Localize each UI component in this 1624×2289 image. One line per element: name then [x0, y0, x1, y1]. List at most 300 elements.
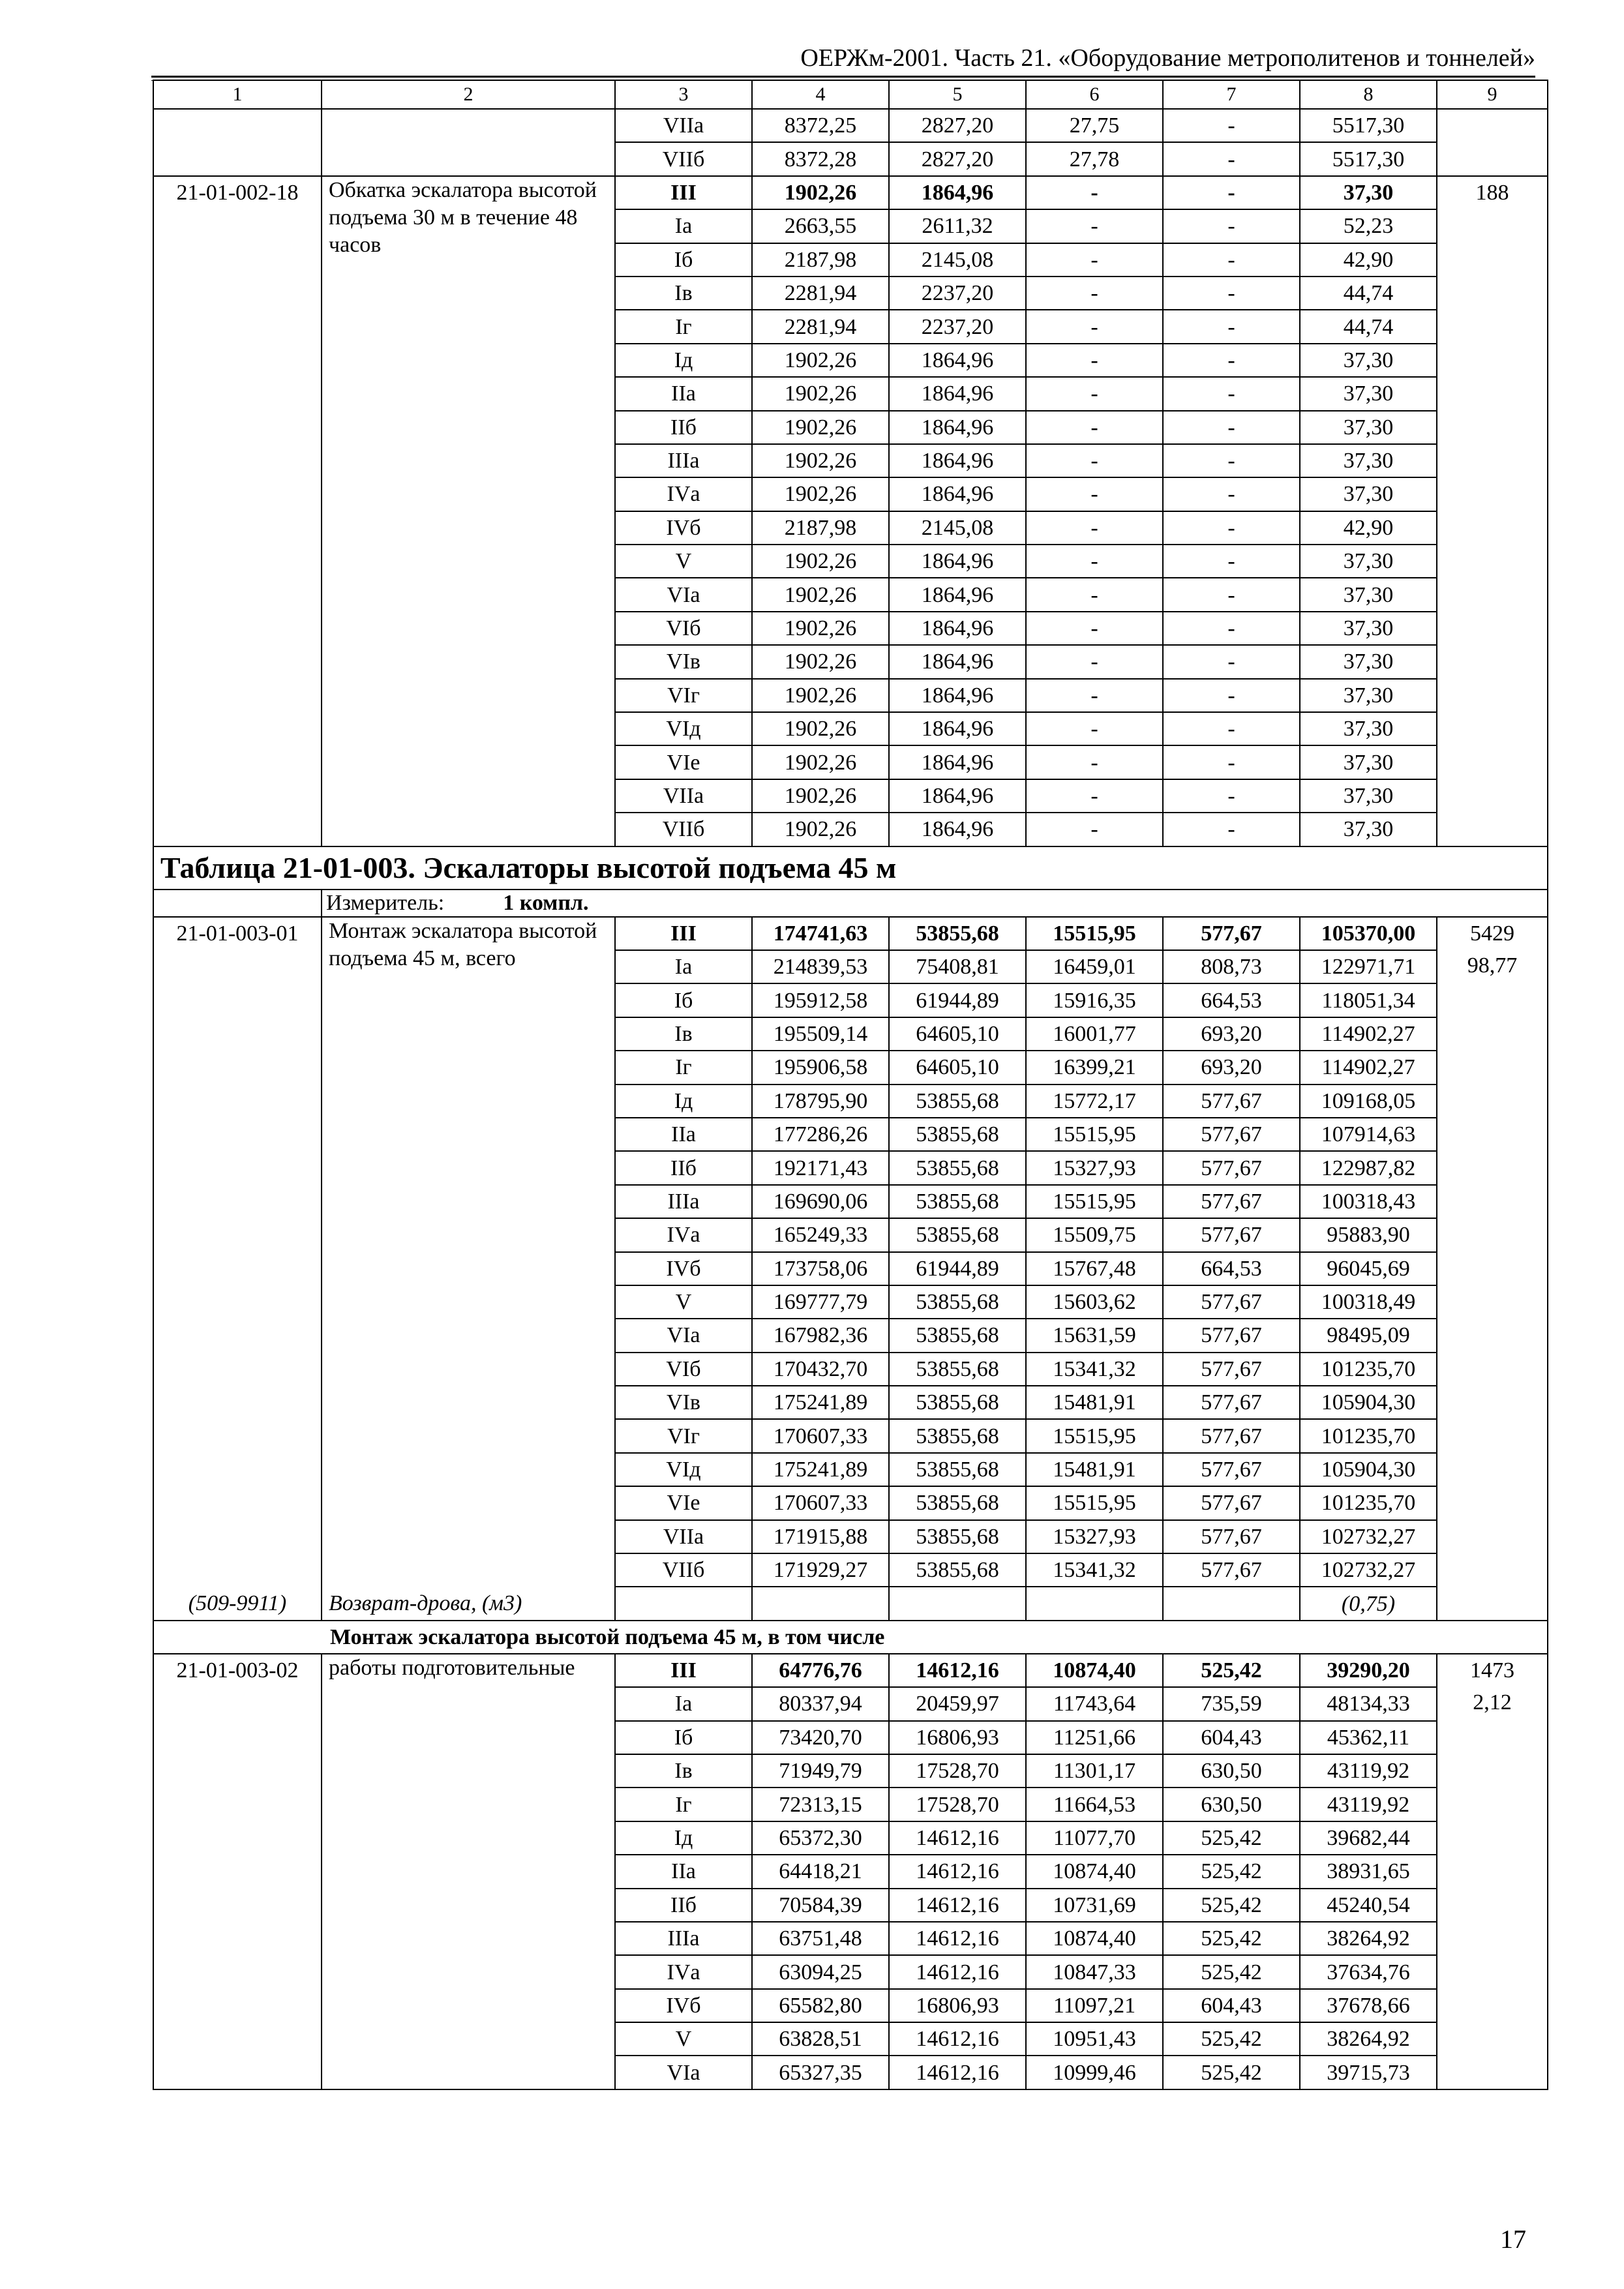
labor-cost-cell: 2827,20: [889, 142, 1026, 175]
machine-cost-cell: -: [1026, 779, 1163, 813]
labor-cost-cell: 53855,68: [889, 1085, 1026, 1118]
region-code-cell: Iб: [615, 1721, 752, 1754]
material-cost-cell: 38931,65: [1300, 1855, 1437, 1888]
column-number: 3: [615, 80, 752, 109]
direct-cost-cell: 73420,70: [752, 1721, 889, 1754]
labor-cost-cell: 53855,68: [889, 1185, 1026, 1218]
labor-cost-cell: 14612,16: [889, 1922, 1026, 1955]
direct-cost-cell: 8372,28: [752, 142, 889, 175]
operator-wage-cell: -: [1163, 411, 1300, 444]
table-row: [153, 1654, 1548, 1687]
unit-label: Измеритель:: [326, 890, 445, 915]
labor-hours-cell: 188: [1437, 176, 1548, 846]
material-cost-cell: 98495,09: [1300, 1319, 1437, 1352]
machine-cost-cell: 10874,40: [1026, 1654, 1163, 1687]
labor-cost-cell: 64605,10: [889, 1017, 1026, 1051]
machine-cost-cell: 11664,53: [1026, 1788, 1163, 1821]
region-code-cell: Iг: [615, 310, 752, 343]
machine-cost-cell: 10874,40: [1026, 1855, 1163, 1888]
operator-wage-cell: 693,20: [1163, 1017, 1300, 1051]
direct-cost-cell: 64776,76: [752, 1654, 889, 1687]
machine-cost-cell: 10731,69: [1026, 1889, 1163, 1922]
direct-cost-cell: 167982,36: [752, 1319, 889, 1352]
material-cost-cell: 102732,27: [1300, 1553, 1437, 1587]
labor-cost-cell: 53855,68: [889, 1419, 1026, 1452]
direct-cost-cell: 175241,89: [752, 1453, 889, 1486]
rate-code: 21-01-003-02: [153, 1654, 322, 2089]
operator-wage-cell: -: [1163, 545, 1300, 578]
direct-cost-cell: 2187,98: [752, 511, 889, 545]
direct-cost-cell: 165249,33: [752, 1218, 889, 1251]
machine-cost-cell: -: [1026, 477, 1163, 511]
material-cost-cell: 105904,30: [1300, 1453, 1437, 1486]
machine-cost-cell: 16399,21: [1026, 1051, 1163, 1084]
direct-cost-cell: 1902,26: [752, 344, 889, 377]
operator-wage-cell: 735,59: [1163, 1687, 1300, 1720]
operator-wage-cell: 577,67: [1163, 1353, 1300, 1386]
region-code-cell: V: [615, 545, 752, 578]
labor-cost-cell: 14612,16: [889, 1955, 1026, 1988]
region-code-cell: Iб: [615, 243, 752, 277]
operator-wage-cell: 525,42: [1163, 2022, 1300, 2056]
machine-cost-cell: -: [1026, 209, 1163, 243]
operator-wage-cell: -: [1163, 377, 1300, 410]
labor-cost-cell: 2145,08: [889, 511, 1026, 545]
region-code-cell: VIа: [615, 1319, 752, 1352]
labor-hours: 5429: [1470, 921, 1514, 946]
labor-cost-cell: 2145,08: [889, 243, 1026, 277]
operator-wage-cell: -: [1163, 142, 1300, 175]
labor-cost-cell: 1864,96: [889, 411, 1026, 444]
machine-cost-cell: -: [1026, 444, 1163, 477]
direct-cost-cell: 1902,26: [752, 545, 889, 578]
region-code-cell: Iв: [615, 1754, 752, 1788]
direct-cost-cell: 65582,80: [752, 1989, 889, 2022]
machine-cost-cell: -: [1026, 612, 1163, 645]
material-cost-cell: 39715,73: [1300, 2056, 1437, 2089]
material-cost-cell: 37,30: [1300, 377, 1437, 410]
labor-cost-cell: 1864,96: [889, 444, 1026, 477]
machine-cost-cell: 11743,64: [1026, 1687, 1163, 1720]
material-cost-cell: 43119,92: [1300, 1754, 1437, 1788]
labor-coefficient: 2,12: [1473, 1690, 1512, 1714]
machine-cost-cell: 10951,43: [1026, 2022, 1163, 2056]
material-cost-cell: 44,74: [1300, 277, 1437, 310]
machine-cost-cell: -: [1026, 310, 1163, 343]
material-cost-cell: 44,74: [1300, 310, 1437, 343]
machine-cost-cell: 10999,46: [1026, 2056, 1163, 2089]
labor-cost-cell: 53855,68: [889, 1486, 1026, 1519]
operator-wage-cell: 577,67: [1163, 1486, 1300, 1519]
region-code-cell: V: [615, 1285, 752, 1319]
labor-cost-cell: 1864,96: [889, 712, 1026, 745]
labor-cost-cell: 53855,68: [889, 1386, 1026, 1419]
region-code-cell: VIв: [615, 1386, 752, 1419]
machine-cost-cell: 15327,93: [1026, 1151, 1163, 1184]
table-title: Таблица 21-01-003. Эскалаторы высотой подъема 45 м: [153, 846, 1548, 890]
material-cost-cell: 37,30: [1300, 545, 1437, 578]
column-number: 1: [153, 80, 322, 109]
labor-cost-cell: 14612,16: [889, 2022, 1026, 2056]
machine-cost-cell: -: [1026, 344, 1163, 377]
region-code-cell: Iа: [615, 209, 752, 243]
operator-wage-cell: 604,43: [1163, 1989, 1300, 2022]
labor-cost-cell: 17528,70: [889, 1788, 1026, 1821]
material-cost-cell: 45362,11: [1300, 1721, 1437, 1754]
machine-cost-cell: -: [1026, 712, 1163, 745]
labor-cost-cell: 14612,16: [889, 1654, 1026, 1687]
labor-cost-cell: 64605,10: [889, 1051, 1026, 1084]
direct-cost-cell: 171929,27: [752, 1553, 889, 1587]
labor-cost-cell: 2237,20: [889, 310, 1026, 343]
region-code-cell: VIIа: [615, 1520, 752, 1553]
return-value: (0,75): [1300, 1587, 1437, 1620]
labor-cost-cell: 1864,96: [889, 477, 1026, 511]
labor-cost-cell: 53855,68: [889, 1151, 1026, 1184]
labor-cost-cell: 16806,93: [889, 1989, 1026, 2022]
region-code-cell: VIIа: [615, 109, 752, 142]
operator-wage-cell: -: [1163, 310, 1300, 343]
labor-cost-cell: 61944,89: [889, 1252, 1026, 1285]
operator-wage-cell: 664,53: [1163, 983, 1300, 1017]
labor-cost-cell: 14612,16: [889, 1855, 1026, 1888]
labor-cost-cell: 14612,16: [889, 1821, 1026, 1855]
region-code-cell: VIг: [615, 1419, 752, 1452]
column-number: 6: [1026, 80, 1163, 109]
operator-wage-cell: 808,73: [1163, 950, 1300, 983]
operator-wage-cell: 525,42: [1163, 2056, 1300, 2089]
direct-cost-cell: 1902,26: [752, 176, 889, 209]
machine-cost-cell: 11097,21: [1026, 1989, 1163, 2022]
region-code-cell: VIIа: [615, 779, 752, 813]
direct-cost-cell: 65327,35: [752, 2056, 889, 2089]
operator-wage-cell: 577,67: [1163, 1520, 1300, 1553]
region-code-cell: Iд: [615, 1821, 752, 1855]
operator-wage-cell: -: [1163, 209, 1300, 243]
code-cell: [153, 109, 322, 176]
region-code-cell: VIг: [615, 679, 752, 712]
region-code-cell: VIIб: [615, 813, 752, 846]
machine-cost-cell: 15341,32: [1026, 1353, 1163, 1386]
direct-cost-cell: 195912,58: [752, 983, 889, 1017]
direct-cost-cell: 72313,15: [752, 1788, 889, 1821]
region-code-cell: VIд: [615, 1453, 752, 1486]
direct-cost-cell: 2281,94: [752, 277, 889, 310]
unit-spacer: [153, 890, 322, 917]
machine-cost-cell: 15341,32: [1026, 1553, 1163, 1587]
material-cost-cell: 37,30: [1300, 444, 1437, 477]
operator-wage-cell: 525,42: [1163, 1922, 1300, 1955]
labor-cost-cell: 53855,68: [889, 1218, 1026, 1251]
region-code-cell: VIа: [615, 578, 752, 611]
direct-cost-cell: 171915,88: [752, 1520, 889, 1553]
region-code-cell: III: [615, 1654, 752, 1687]
operator-wage-cell: -: [1163, 176, 1300, 209]
direct-cost-cell: 192171,43: [752, 1151, 889, 1184]
page-header: ОЕРЖм-2001. Часть 21. «Оборудование метрополитенов и тоннелей»: [151, 40, 1535, 78]
labor-cost-cell: 1864,96: [889, 377, 1026, 410]
material-cost-cell: 37,30: [1300, 344, 1437, 377]
section-label: Монтаж эскалатора высотой подъема 45 м, в том числе: [153, 1621, 1548, 1654]
region-code-cell: Iг: [615, 1051, 752, 1084]
labor-cost-cell: 14612,16: [889, 1889, 1026, 1922]
direct-cost-cell: 8372,25: [752, 109, 889, 142]
region-code-cell: Iв: [615, 277, 752, 310]
empty-cell: [615, 1587, 752, 1620]
labor-cost-cell: 75408,81: [889, 950, 1026, 983]
empty-cell: [752, 1587, 889, 1620]
machine-cost-cell: -: [1026, 745, 1163, 779]
machine-cost-cell: -: [1026, 243, 1163, 277]
operator-wage-cell: -: [1163, 645, 1300, 678]
operator-wage-cell: -: [1163, 813, 1300, 846]
machine-cost-cell: -: [1026, 578, 1163, 611]
labor-cost-cell: 1864,96: [889, 612, 1026, 645]
direct-cost-cell: 170607,33: [752, 1419, 889, 1452]
machine-cost-cell: 10847,33: [1026, 1955, 1163, 1988]
direct-cost-cell: 63751,48: [752, 1922, 889, 1955]
unit-value: 1 компл.: [503, 890, 589, 915]
column-number: 7: [1163, 80, 1300, 109]
operator-wage-cell: 525,42: [1163, 1889, 1300, 1922]
column-number: 9: [1437, 80, 1548, 109]
return-row: [153, 1587, 1548, 1620]
column-number: 8: [1300, 80, 1437, 109]
material-cost-cell: 109168,05: [1300, 1085, 1437, 1118]
material-cost-cell: 122987,82: [1300, 1151, 1437, 1184]
material-cost-cell: 39682,44: [1300, 1821, 1437, 1855]
machine-cost-cell: 11301,17: [1026, 1754, 1163, 1788]
direct-cost-cell: 1902,26: [752, 712, 889, 745]
table-row: [153, 917, 1548, 950]
direct-cost-cell: 195509,14: [752, 1017, 889, 1051]
machine-cost-cell: 15515,95: [1026, 917, 1163, 950]
operator-wage-cell: 577,67: [1163, 1419, 1300, 1452]
unit-row: [153, 890, 1548, 917]
labor-cost-cell: 1864,96: [889, 645, 1026, 678]
material-cost-cell: 101235,70: [1300, 1486, 1437, 1519]
material-cost-cell: 101235,70: [1300, 1419, 1437, 1452]
labor-cost-cell: 14612,16: [889, 2056, 1026, 2089]
material-cost-cell: 45240,54: [1300, 1889, 1437, 1922]
rate-description: работы подготовительные: [322, 1654, 615, 2089]
region-code-cell: IIб: [615, 1889, 752, 1922]
labor-cost-cell: 53855,68: [889, 1285, 1026, 1319]
operator-wage-cell: -: [1163, 679, 1300, 712]
material-cost-cell: 122971,71: [1300, 950, 1437, 983]
material-cost-cell: 43119,92: [1300, 1788, 1437, 1821]
machine-cost-cell: 27,75: [1026, 109, 1163, 142]
material-cost-cell: 100318,49: [1300, 1285, 1437, 1319]
labor-hours: 1473: [1470, 1658, 1514, 1683]
labor-cost-cell: 1864,96: [889, 779, 1026, 813]
region-code-cell: IIIа: [615, 444, 752, 477]
material-cost-cell: 48134,33: [1300, 1687, 1437, 1720]
page-number: 17: [1500, 2224, 1526, 2254]
region-code-cell: III: [615, 176, 752, 209]
region-code-cell: IIа: [615, 1855, 752, 1888]
operator-wage-cell: -: [1163, 243, 1300, 277]
material-cost-cell: 37,30: [1300, 645, 1437, 678]
machine-cost-cell: 15509,75: [1026, 1218, 1163, 1251]
labor-cost-cell: 61944,89: [889, 983, 1026, 1017]
labor-cost-cell: 1864,96: [889, 545, 1026, 578]
machine-cost-cell: 15515,95: [1026, 1118, 1163, 1151]
labor-hours-cell: [1437, 1654, 1548, 2089]
labor-cost-cell: 53855,68: [889, 917, 1026, 950]
labor-cost-cell: 53855,68: [889, 1353, 1026, 1386]
region-code-cell: Iб: [615, 983, 752, 1017]
direct-cost-cell: 170432,70: [752, 1353, 889, 1386]
desc-cell: [322, 109, 615, 176]
material-cost-cell: 37,30: [1300, 612, 1437, 645]
material-cost-cell: 5517,30: [1300, 142, 1437, 175]
region-code-cell: Iа: [615, 950, 752, 983]
column-number: 5: [889, 80, 1026, 109]
machine-cost-cell: -: [1026, 377, 1163, 410]
col9-cell: [1437, 1587, 1548, 1620]
region-code-cell: VIа: [615, 2056, 752, 2089]
estimate-table: [153, 80, 1548, 2090]
direct-cost-cell: 174741,63: [752, 917, 889, 950]
material-cost-cell: 96045,69: [1300, 1252, 1437, 1285]
section-row: [153, 1621, 1548, 1654]
material-cost-cell: 37,30: [1300, 679, 1437, 712]
col9-cell: [1437, 109, 1548, 176]
material-cost-cell: 37,30: [1300, 578, 1437, 611]
material-cost-cell: 42,90: [1300, 511, 1437, 545]
operator-wage-cell: 577,67: [1163, 1118, 1300, 1151]
direct-cost-cell: 169777,79: [752, 1285, 889, 1319]
direct-cost-cell: 1902,26: [752, 745, 889, 779]
material-cost-cell: 114902,27: [1300, 1017, 1437, 1051]
direct-cost-cell: 80337,94: [752, 1687, 889, 1720]
material-cost-cell: 38264,92: [1300, 1922, 1437, 1955]
labor-cost-cell: 1864,96: [889, 679, 1026, 712]
machine-cost-cell: -: [1026, 277, 1163, 310]
direct-cost-cell: 175241,89: [752, 1386, 889, 1419]
operator-wage-cell: 604,43: [1163, 1721, 1300, 1754]
material-cost-cell: 39290,20: [1300, 1654, 1437, 1687]
operator-wage-cell: 630,50: [1163, 1754, 1300, 1788]
labor-hours-cell: [1437, 917, 1548, 1587]
direct-cost-cell: 2187,98: [752, 243, 889, 277]
machine-cost-cell: -: [1026, 511, 1163, 545]
direct-cost-cell: 177286,26: [752, 1118, 889, 1151]
direct-cost-cell: 1902,26: [752, 779, 889, 813]
direct-cost-cell: 2281,94: [752, 310, 889, 343]
material-cost-cell: 100318,43: [1300, 1185, 1437, 1218]
direct-cost-cell: 1902,26: [752, 612, 889, 645]
material-cost-cell: 102732,27: [1300, 1520, 1437, 1553]
region-code-cell: IVа: [615, 477, 752, 511]
direct-cost-cell: 1902,26: [752, 444, 889, 477]
region-code-cell: Iа: [615, 1687, 752, 1720]
column-number: 4: [752, 80, 889, 109]
region-code-cell: Iд: [615, 1085, 752, 1118]
material-cost-cell: 52,23: [1300, 209, 1437, 243]
region-code-cell: IIа: [615, 1118, 752, 1151]
operator-wage-cell: -: [1163, 444, 1300, 477]
column-number-row: [153, 80, 1548, 109]
rate-code: 21-01-003-01: [153, 917, 322, 1587]
operator-wage-cell: -: [1163, 712, 1300, 745]
return-code: (509-9911): [153, 1587, 322, 1620]
machine-cost-cell: 15515,95: [1026, 1486, 1163, 1519]
labor-coefficient: 98,77: [1467, 953, 1518, 978]
region-code-cell: IIIа: [615, 1922, 752, 1955]
operator-wage-cell: -: [1163, 477, 1300, 511]
direct-cost-cell: 173758,06: [752, 1252, 889, 1285]
machine-cost-cell: -: [1026, 411, 1163, 444]
machine-cost-cell: -: [1026, 176, 1163, 209]
operator-wage-cell: 577,67: [1163, 1553, 1300, 1587]
region-code-cell: IVа: [615, 1218, 752, 1251]
region-code-cell: VIIб: [615, 1553, 752, 1587]
operator-wage-cell: 525,42: [1163, 1654, 1300, 1687]
machine-cost-cell: 15767,48: [1026, 1252, 1163, 1285]
direct-cost-cell: 1902,26: [752, 477, 889, 511]
machine-cost-cell: -: [1026, 813, 1163, 846]
machine-cost-cell: -: [1026, 679, 1163, 712]
labor-cost-cell: 16806,93: [889, 1721, 1026, 1754]
direct-cost-cell: 1902,26: [752, 645, 889, 678]
region-code-cell: VIв: [615, 645, 752, 678]
labor-cost-cell: 1864,96: [889, 813, 1026, 846]
labor-cost-cell: 53855,68: [889, 1453, 1026, 1486]
material-cost-cell: 101235,70: [1300, 1353, 1437, 1386]
return-label: Возврат-дрова, (м3): [322, 1587, 615, 1620]
region-code-cell: IVб: [615, 1252, 752, 1285]
machine-cost-cell: 15481,91: [1026, 1386, 1163, 1419]
empty-cell: [1026, 1587, 1163, 1620]
direct-cost-cell: 1902,26: [752, 679, 889, 712]
operator-wage-cell: 577,67: [1163, 1319, 1300, 1352]
machine-cost-cell: 15327,93: [1026, 1520, 1163, 1553]
region-code-cell: IIб: [615, 1151, 752, 1184]
region-code-cell: IIIа: [615, 1185, 752, 1218]
region-code-cell: V: [615, 2022, 752, 2056]
material-cost-cell: 37,30: [1300, 477, 1437, 511]
region-code-cell: VIIб: [615, 142, 752, 175]
machine-cost-cell: 15772,17: [1026, 1085, 1163, 1118]
region-code-cell: VIе: [615, 1486, 752, 1519]
rate-description: Монтаж эскалатора высотой подъема 45 м, всего: [322, 917, 615, 1587]
region-code-cell: Iг: [615, 1788, 752, 1821]
direct-cost-cell: 63094,25: [752, 1955, 889, 1988]
machine-cost-cell: 11077,70: [1026, 1821, 1163, 1855]
labor-cost-cell: 1864,96: [889, 578, 1026, 611]
unit-cell: [322, 890, 1548, 917]
empty-cell: [889, 1587, 1026, 1620]
direct-cost-cell: 169690,06: [752, 1185, 889, 1218]
operator-wage-cell: -: [1163, 277, 1300, 310]
material-cost-cell: 107914,63: [1300, 1118, 1437, 1151]
direct-cost-cell: 64418,21: [752, 1855, 889, 1888]
machine-cost-cell: 15916,35: [1026, 983, 1163, 1017]
labor-cost-cell: 1864,96: [889, 745, 1026, 779]
operator-wage-cell: 693,20: [1163, 1051, 1300, 1084]
operator-wage-cell: 577,67: [1163, 1151, 1300, 1184]
machine-cost-cell: 11251,66: [1026, 1721, 1163, 1754]
operator-wage-cell: -: [1163, 578, 1300, 611]
labor-cost-cell: 2237,20: [889, 277, 1026, 310]
material-cost-cell: 37,30: [1300, 813, 1437, 846]
region-code-cell: IVа: [615, 1955, 752, 1988]
operator-wage-cell: 577,67: [1163, 1218, 1300, 1251]
operator-wage-cell: -: [1163, 612, 1300, 645]
operator-wage-cell: 525,42: [1163, 1855, 1300, 1888]
